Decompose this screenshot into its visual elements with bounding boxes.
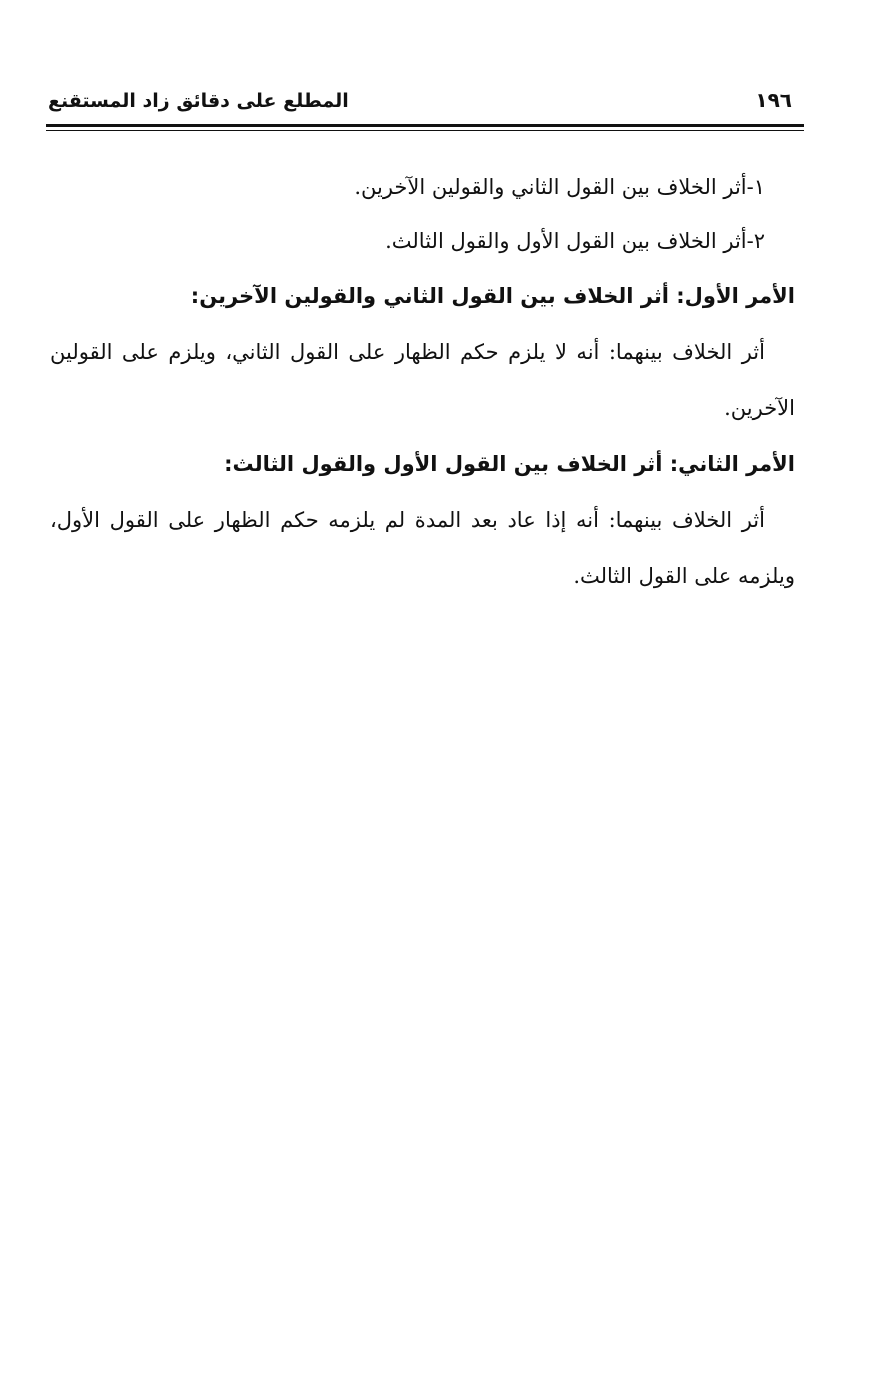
paragraph-text: أثر الخلاف بينهما: أنه إذا عاد بعد المدة لم يلزمه حكم الظهار على القول الأول، ويلزمه على القول الثالث.	[50, 508, 795, 588]
header-rule	[46, 124, 804, 127]
paragraph-text: أثر الخلاف بينهما: أنه لا يلزم حكم الظهار على القول الثاني، ويلزم على القولين الآخرين.	[50, 340, 795, 420]
list-item: ١-أثر الخلاف بين القول الثاني والقولين الآخرين.	[354, 175, 765, 199]
section-heading-2: الأمر الثاني: أثر الخلاف بين القول الأول والقول الثالث:	[224, 452, 795, 476]
section-heading-1: الأمر الأول: أثر الخلاف بين القول الثاني والقولين الآخرين:	[190, 284, 795, 308]
header-rule-thin	[46, 130, 804, 131]
book-title: المطلع على دقائق زاد المستقنع	[48, 90, 349, 112]
page-content	[50, 160, 795, 604]
page-header	[48, 82, 804, 122]
section-paragraph-1	[50, 324, 795, 436]
page-number: ١٩٦	[755, 88, 792, 112]
list-item: ٢-أثر الخلاف بين القول الأول والقول الثالث.	[385, 229, 765, 253]
section-paragraph-2	[50, 492, 795, 604]
